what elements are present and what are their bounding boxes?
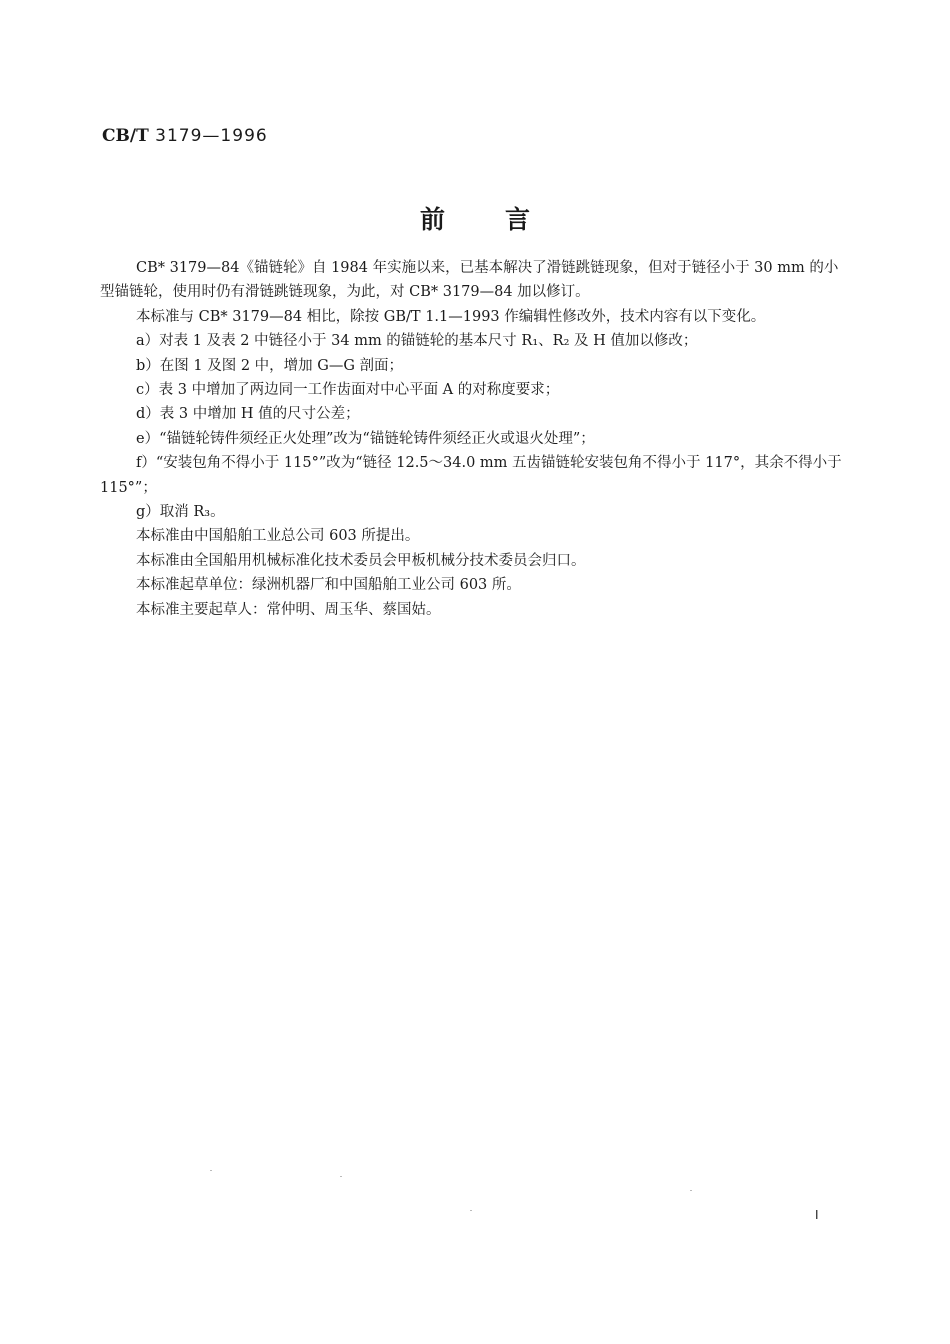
list-item-b: b）在图 1 及图 2 中，增加 G—G 剖面； (136, 357, 404, 374)
list-item-f: f）“安装包角不得小于 115°”改为“链径 12.5～34.0 mm 五齿锚链轮安装包角不得小于 117°，其余不得小于 115°”； (100, 455, 842, 496)
standard-year: 3179—1996 (148, 126, 268, 146)
paragraph-drafters: 本标准主要起草人：常仲明、周玉华、蔡国姑。 (136, 601, 441, 618)
scan-speck (210, 1170, 212, 1171)
paragraph-proposer: 本标准由中国船舶工业总公司 603 所提出。 (136, 528, 420, 545)
list-item-a: a）对表 1 及表 2 中链径小于 34 mm 的锚链轮的基本尺寸 R₁、R₂ 及 H 值加以修改； (136, 333, 698, 350)
list-item-e: e）“锚链轮铸件须经正火处理”改为“锚链轮铸件须经正火或退火处理”； (136, 430, 595, 447)
list-item-g: g）取消 R₃。 (136, 504, 225, 521)
page-title: 前言 (419, 205, 590, 234)
paragraph-drafting-units: 本标准起草单位：绿洲机器厂和中国船舶工业公司 603 所。 (136, 577, 521, 594)
standard-number (102, 126, 268, 146)
foreword-body (100, 256, 845, 622)
paragraph-changes: 本标准与 CB* 3179—84 相比，除按 GB/T 1.1—1993 作编辑性修改外，技术内容有以下变化。 (136, 308, 766, 325)
list-item-d: d）表 3 中增加 H 值的尺寸公差； (136, 406, 360, 423)
scan-speck (470, 1210, 472, 1211)
paragraph-intro: CB* 3179—84《锚链轮》自 1984 年实施以来，已基本解决了滑链跳链现象，但对于链径小于 30 mm 的小型锚链轮，使用时仍有滑链跳链现象，为此，对 CB* 3179—84 加以修订。 (100, 260, 839, 301)
list-item-c: c）表 3 中增加了两边同一工作齿面对中心平面 A 的对称度要求； (136, 382, 560, 399)
scan-speck (340, 1176, 342, 1177)
scan-speck (690, 1190, 692, 1191)
page-number: I (815, 1208, 819, 1222)
paragraph-custodian: 本标准由全国船用机械标准化技术委员会甲板机械分技术委员会归口。 (136, 552, 586, 569)
standard-code: CB/T (102, 126, 149, 146)
